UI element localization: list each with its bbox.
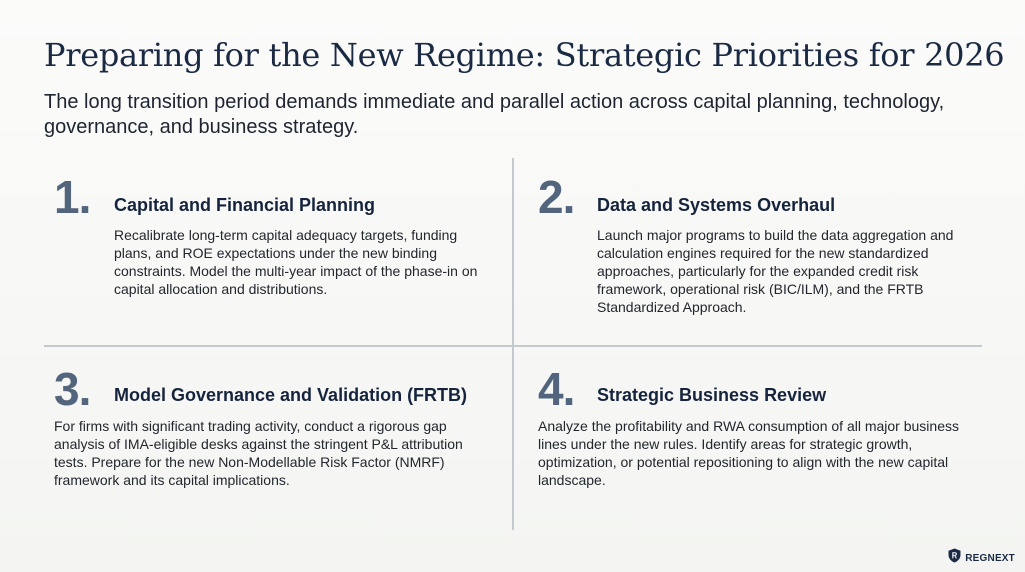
- brand-name: REGNEXT: [965, 552, 1015, 564]
- priority-number: 3.: [54, 363, 91, 415]
- priority-text: Analyze the profitability and RWA consumption of all major business lines under the new rules. Identify areas for strategic growth, optimization, or potential repositioning to align with the new capital landscape.: [538, 418, 959, 488]
- priority-heading: Strategic Business Review: [597, 385, 827, 405]
- vertical-divider: [512, 158, 514, 530]
- slide-subtitle: The long transition period demands immediate and parallel action across capital planning, technology, governance, and business strategy.: [44, 91, 945, 139]
- priority-text: For firms with significant trading activity, conduct a rigorous gap analysis of IMA-eligible desks against the stringent P&L attribution tests. Prepare for the new Non-Modellable Risk Factor (NMRF) framework and its capital implications.: [54, 418, 463, 488]
- priority-number: 2.: [538, 171, 575, 223]
- priority-number: 1.: [54, 171, 91, 223]
- shield-icon: [948, 548, 961, 568]
- priority-heading: Data and Systems Overhaul: [597, 195, 836, 215]
- horizontal-divider: [44, 345, 982, 347]
- slide-title: Preparing for the New Regime: Strategic Priorities for 2026: [44, 36, 1005, 74]
- priority-heading: Model Governance and Validation (FRTB): [114, 385, 468, 405]
- priority-heading: Capital and Financial Planning: [114, 195, 376, 215]
- brand-logo: [948, 548, 1015, 568]
- priority-text: Recalibrate long-term capital adequacy targets, funding plans, and ROE expectations under the new binding constraints. Model the multi-year impact of the phase-in on capital allocation and distributions.: [114, 227, 478, 297]
- priority-number: 4.: [538, 363, 575, 415]
- priority-text: Launch major programs to build the data aggregation and calculation engines required for the new standardized approaches, particularly for the expanded credit risk framework, operational risk (BIC/ILM), and the FRTB Standardized Approach.: [597, 227, 954, 315]
